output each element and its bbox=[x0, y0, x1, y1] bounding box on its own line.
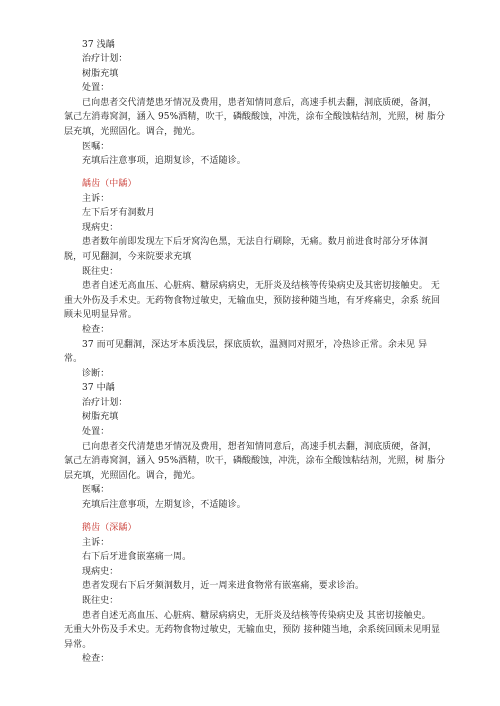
body-text: 右下后牙进食嵌塞痛一周。 bbox=[82, 552, 192, 562]
body-text: 树脂充填 bbox=[82, 69, 119, 79]
body-text: 患者数年前即发现左下后牙窝沟色黑，无法自行刷除，无痛。数月前进食时部分牙体洞 bbox=[82, 237, 428, 247]
body-text: 充填后注意事项，追期复诊，不适随诊。 bbox=[82, 156, 246, 166]
body-text: 左下后牙有洞数月 bbox=[82, 208, 155, 218]
body-text: 常。 bbox=[64, 354, 83, 364]
section-label: 诊断： bbox=[82, 369, 110, 379]
section-label: 主诉： bbox=[82, 194, 110, 204]
body-text: 重大外伤及手术史。无药物食物过敏史，无输血史，预防接种随当地，有牙疼痛史，余系 统回 bbox=[64, 296, 441, 306]
body-text: 氯己左消毒窝洞，涵入 95%酒精，吹干，磷酸酸蚀，冲洗，涂布全酸蚀粘结剂，光照，树 脂分 bbox=[64, 112, 446, 122]
section-label: 处置： bbox=[82, 83, 110, 93]
section-label: 主诉： bbox=[82, 538, 110, 548]
section-label: 治疗计划： bbox=[82, 54, 128, 64]
section-label: 既往史： bbox=[82, 267, 119, 277]
section-heading: 龋齿（中龋） bbox=[82, 179, 137, 189]
body-text: 37 而可见翻洞，深达牙本质浅层，探底质软，温测同对照牙，冷热诊正常。余未见 异 bbox=[82, 340, 428, 350]
section-label: 检查： bbox=[82, 325, 110, 335]
body-text: 脱，可见翻洞，今来院要求充填 bbox=[64, 252, 192, 262]
body-text: 异常。 bbox=[64, 640, 92, 650]
section-label: 既往史： bbox=[82, 596, 119, 606]
section-label: 现病史： bbox=[82, 223, 119, 233]
body-text: 患者发现右下后牙频洞数月，近一周来进食物常有嵌塞痛，要求诊治。 bbox=[82, 581, 365, 591]
section-label: 处置： bbox=[82, 427, 110, 437]
body-text: 树脂充填 bbox=[82, 412, 119, 422]
section-label: 现病史： bbox=[82, 567, 119, 577]
body-text: 无重大外伤及手术史。无药物食物过敏史，无输血史，预防 接种随当地，余系统回顾未见明显 bbox=[64, 625, 441, 635]
body-text: 充填后注意事项，左期复诊，不适随诊。 bbox=[82, 500, 246, 510]
body-text: 患者自述无高血压、心脏病、糖尿病病史，无肝炎及结核等传染病史及其密切接触史。 无 bbox=[82, 281, 440, 291]
body-text: 已向患者交代清楚患牙情况及费用，想者知情同意后，高速手机去翻，洞底质硬，备洞， bbox=[82, 442, 437, 452]
body-text: 患者自述无高血压、心脏病、糖尿病病史，无肝炎及结核等传染病史及 其密切接触史。 bbox=[82, 611, 431, 621]
section-label: 检查： bbox=[82, 654, 110, 664]
body-text: 层充填，光照固化。调合，抛光。 bbox=[64, 127, 201, 137]
section-label: 治疗计划： bbox=[82, 398, 128, 408]
diagnosis-text: 37 中龋 bbox=[82, 383, 115, 393]
body-text: 顾未见明显异常。 bbox=[64, 310, 137, 320]
section-label: 医嘱： bbox=[82, 142, 110, 152]
body-text: 已向患者交代清楚患牙情况及费用，患者知情同意后，高速手机去翻，洞底质硬，备洞， bbox=[82, 98, 437, 108]
diagnosis-text: 37 浅龋 bbox=[82, 40, 115, 50]
section-label: 医嘱： bbox=[82, 485, 110, 495]
body-text: 层充填，光照固化。调合，抛光。 bbox=[64, 471, 201, 481]
section-heading: 鹅齿（深龋） bbox=[82, 523, 137, 533]
body-text: 氯己左消毒窝洞，涵入 95%酒精，吹干，磷酸酸蚀，冲洗，涂布全酸蚀粘结剂，光照，树 脂分 bbox=[64, 456, 446, 466]
